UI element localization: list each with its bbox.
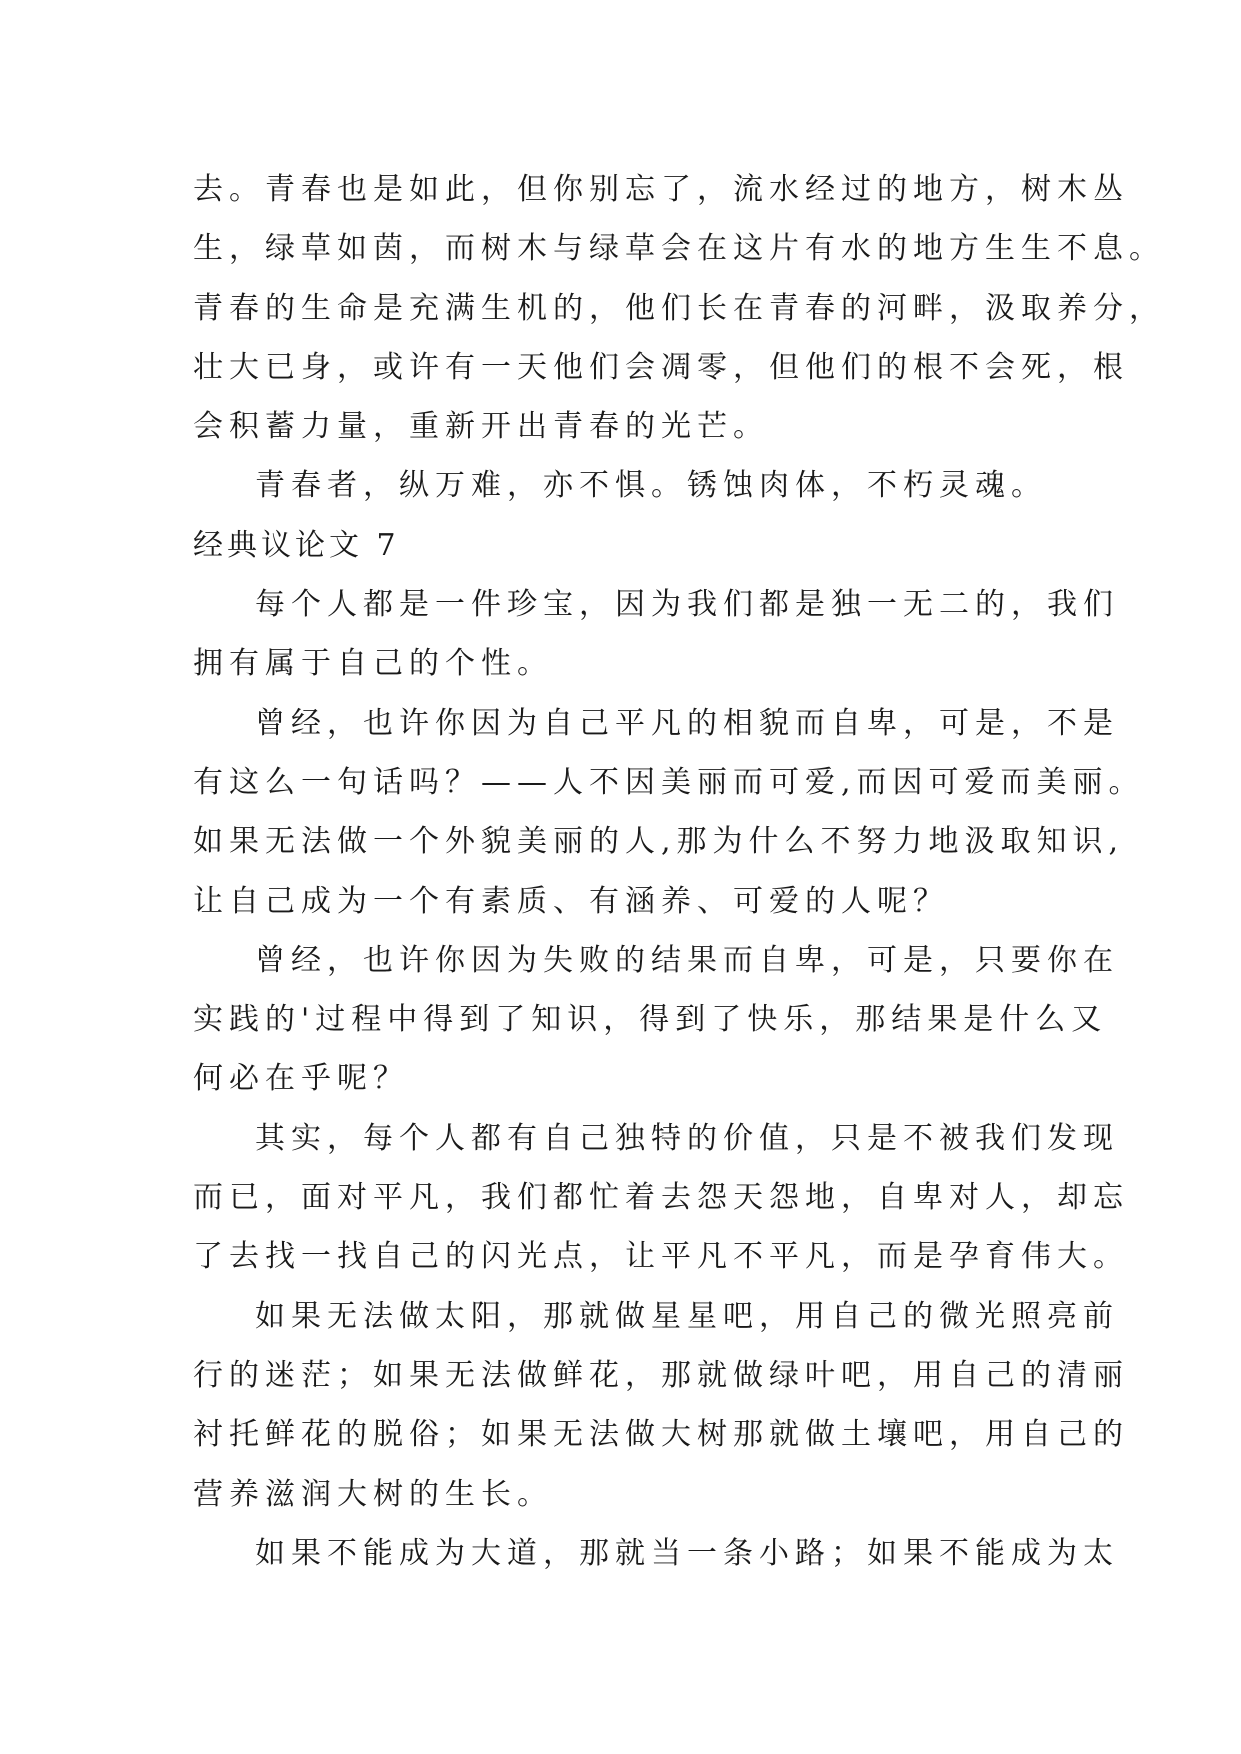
text-line: 行的迷茫；如果无法做鲜花，那就做绿叶吧，用自己的清丽 (193, 1357, 1129, 1393)
text-line: 而已，面对平凡，我们都忙着去怨天怨地，自卑对人，却忘 (193, 1180, 1129, 1216)
text-line: 每个人都是一件珍宝，因为我们都是独一无二的，我们 (255, 587, 1119, 623)
text-line: 有这么一句话吗？——人不因美丽而可爱,而因可爱而美丽。 (193, 764, 1145, 800)
text-line: 实践的'过程中得到了知识，得到了快乐，那结果是什么又 (193, 1002, 1108, 1038)
text-line: 青春的生命是充满生机的，他们长在青春的河畔，汲取养分， (193, 290, 1165, 326)
text-line: 如果不能成为大道，那就当一条小路；如果不能成为太 (255, 1535, 1119, 1571)
text-line: 壮大已身，或许有一天他们会凋零，但他们的根不会死，根 (193, 349, 1129, 385)
text-line: 曾经，也许你因为自己平凡的相貌而自卑，可是，不是 (255, 705, 1119, 741)
text-line: 青春者，纵万难，亦不惧。锈蚀肉体，不朽灵魂。 (255, 468, 1047, 504)
text-line: 让自己成为一个有素质、有涵养、可爱的人呢？ (193, 883, 949, 919)
text-line: 营养滋润大树的生长。 (193, 1476, 553, 1512)
text-line: 了去找一找自己的闪光点，让平凡不平凡，而是孕育伟大。 (193, 1239, 1129, 1275)
text-line: 曾经，也许你因为失败的结果而自卑，可是，只要你在 (255, 942, 1119, 978)
text-line: 生，绿草如茵，而树木与绿草会在这片有水的地方生生不息。 (193, 231, 1165, 267)
section-heading: 经典议论文 7 (193, 527, 400, 563)
text-line: 拥有属于自己的个性。 (193, 646, 553, 682)
text-line: 如果无法做一个外貌美丽的人,那为什么不努力地汲取知识, (193, 824, 1125, 860)
text-line: 去。青春也是如此，但你别忘了，流水经过的地方，树木丛 (193, 172, 1129, 207)
text-line: 何必在乎呢？ (193, 1061, 409, 1097)
text-line: 其实，每个人都有自己独特的价值，只是不被我们发现 (255, 1120, 1119, 1156)
text-line: 会积蓄力量，重新开出青春的光芒。 (193, 409, 769, 445)
text-line: 衬托鲜花的脱俗；如果无法做大树那就做土壤吧，用自己的 (193, 1417, 1129, 1453)
document-body (193, 160, 1165, 1583)
text-line: 如果无法做太阳，那就做星星吧，用自己的微光照亮前 (255, 1298, 1119, 1334)
